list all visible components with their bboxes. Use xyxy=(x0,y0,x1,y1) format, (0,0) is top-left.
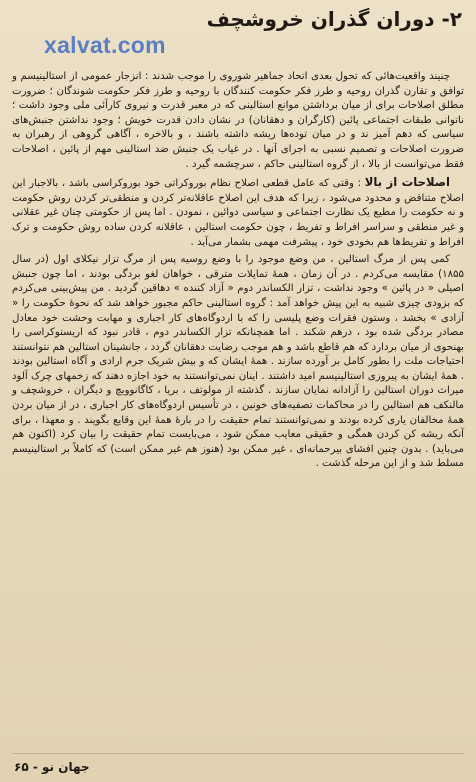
subheading: اصلاحات از بالا xyxy=(364,175,450,190)
paragraph-3: کمی پس از مرگ استالین ، من وضع موجود را با وضع روسیه پس از مرگ تزار نیکلای اول (در سال ۱۸۵۵) مقایسه می‌کردم . در آن زمان ، همهٔ تمایلات مترقی ، خواهان لغو بردگی بودند ، اما چون جنبش اصیلی « در پائین » وجود نداشت ، تزار الکساندر دوم « آزاد کننده » دهاقین گردید . من پیش‌بینی می‌کردم که بزودی چیزی شبیه به این پیش خواهد آمد : گروه استالینی حاکم مجبور خواهد شد که نحوهٔ حکومت را « آزادی » بخشد ، وستون فقرات وضع پلیسی را که با اردوگاه‌های کار اجباری و مهابت وحشت خود معادل مصادر بردگی شده بود ، درهم شکند . اما همچنانکه تزار الکساندر دوم ، قادر نبود که اریستوکراسی را بهنحوی از میان بردارد که هم قاطع باشد و هم موجب رضایت دهقانان گردد ، جانشینان استالین هم نتوانستند احتیاجات ملت را بطور کامل بر آورده سازند . همهٔ ایشان که و بیش شریک جرم ارادی و آگاه استالین بودند . همهٔ ایشان به پیروزی استالینیسم امید داشتند . اینان نمی‌توانستند به خود اجازه دهند که زخمهای چرک آلود میراث دوران استالین را آزادانه نمایان سازند . گذشته از مولوتف ، بریا ، کاگانوویچ و دیگران ، خروشچف و مالنکف هم استالین را در محاکمات تصفیه‌های خونین ، در تأسیس اردوگاه‌های کار اجباری ، در از میان بردن همهٔ مخالفان یاری کرده بودند و نمی‌توانستند تمام حقیقت را در بارهٔ همهٔ این وقایع بگویند . و معهذا ، برای آنکه ریشه کن کردن همگی و حقیقی معایب ممکن شود ، می‌بایست تمام حقیقت را بیان کرد (اکنون هم می‌باید) . بدون چنین افشای بیرحمانه‌ای ، غیر ممکن بود (هنوز هم غیر ممکن است) که کاملاً بر استالینیسم مسلط شد و از این مرحله گذشت . xyxy=(12,254,464,470)
footer-divider xyxy=(12,753,464,754)
paragraph-2 xyxy=(12,175,464,250)
subheading-lead: : وقتی که عامل قطعی اصلاح نظام بوروکراتی خود بوروکراسی xyxy=(92,178,362,190)
page-footer: جهان نو - ۶۵ xyxy=(14,760,90,774)
paragraph-2-body: باشد ، بالاجبار این اصلاح متناقض و محدود می‌شود ، زیرا که هدف این اصلاح عاقلانه‌تر کردن و منطقی‌تر کردن روش حکومت و نه حکومت را مطیع یک نظارت اجتماعی و سیاسی دوائین ، نمودن . اما پس از حکومتی چنان غیر عقلانی و غیر منطقی و سراسر افراط و تفریط ، چون حکومت استالین ، عاقلانه کردن ساده روش حکومت و ترک افراط و تفریط‌ها هم بخودی خود ، پیشرفت مهمی بشمار می‌آید . xyxy=(12,178,464,248)
watermark: xalvat.com xyxy=(44,32,166,58)
section-title: ۲- دوران گذران خروشچف xyxy=(206,7,462,31)
article-body xyxy=(12,70,464,472)
paragraph-1: چنیند واقعیت‌هائی که تحول بعدی اتحاد جماهیر شوروی را موجب شدند : انزجار عمومی از استالینیسم و توافق و تقارن گذران روحیه و طرز فکر حکومت کنندگان با روحیه و طرز فکر حکومت شوندگان ؛ ضرورت مطلق اصلاحات برای از میان برداشتن موانع استالینی که در معبر قدرت و نیروی کارآئی ملی وجود داشت ؛ ناتوانی طبقات اجتماعی پائین (کارگران و دهقانان) در نشان دادن قدرت خویش ؛ وجود نداشتن جنبش‌های سیاسی که دهم آمیز ند و در میان توده‌ها ریشه داشته باشند ، و بالاخره ، آگاهی گروهی از رهبران به ضرورت اصلاحات و تصمیم نسبی به اجرای آنها . در غیاب یک جنبش ضد استالینی مهم از پائین ، اصلاحات فقط می‌توانست از بالا ، از گروه استالینی حاکم ، سرچشمه گیرد . xyxy=(12,71,464,170)
